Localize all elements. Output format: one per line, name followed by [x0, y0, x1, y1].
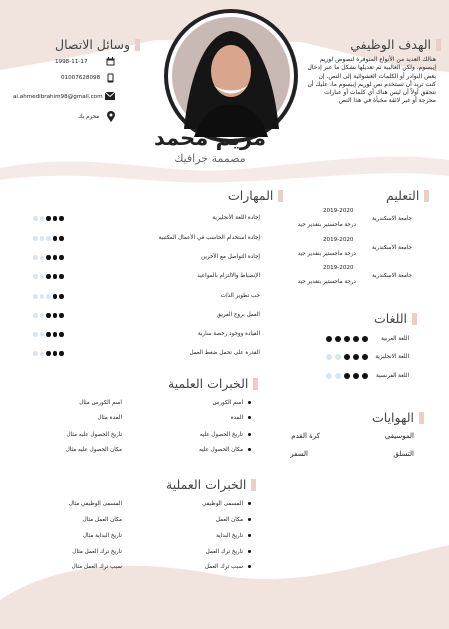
level-dot	[353, 354, 359, 360]
level-dot	[335, 354, 341, 360]
bullet-icon	[248, 550, 251, 553]
person-role: مصممة جرافيك	[174, 152, 246, 165]
level-dot	[40, 216, 45, 221]
objective-title: الهدف الوظيفي	[350, 37, 441, 52]
skill-label: إجادة اللغة الأنجليزية	[212, 215, 260, 221]
level-dot	[46, 274, 51, 279]
level-dot	[344, 354, 350, 360]
education-years: 2019-2020	[323, 237, 354, 243]
work-field-label	[216, 533, 251, 539]
work-field-text: تاريخ ترك العمل	[205, 549, 243, 555]
skills-title: المهارات	[228, 188, 283, 203]
work-field-text: المسمى الوظيفي	[202, 501, 243, 507]
work-field-text: تاريخ البداية	[216, 533, 243, 539]
bullet-icon	[248, 518, 251, 521]
location-pin-icon	[107, 111, 115, 122]
skill-label: القيادة ووجود رخصة سارية	[197, 331, 260, 337]
level-dot	[46, 351, 51, 356]
skill-level-dots	[33, 236, 66, 241]
skill-level-dots	[33, 294, 66, 299]
address-text: محرم بك	[78, 114, 100, 120]
level-dot	[40, 274, 45, 279]
level-dot	[53, 236, 58, 241]
contact-title: وسائل الاتصال	[55, 37, 140, 52]
hobby-item: الموسيقى	[384, 432, 414, 440]
education-degree: درجة ماجستير بتقدير جيد	[297, 222, 356, 228]
hobby-item: التسلق	[393, 450, 414, 458]
email-text: ai.ahmedibrahim98@gmail.com	[13, 94, 103, 100]
section-marker-icon	[278, 190, 283, 202]
avatar-portrait-icon	[164, 9, 298, 143]
course-field-label	[231, 415, 251, 421]
skill-level-dots	[33, 216, 66, 221]
level-dot	[46, 313, 51, 318]
level-dot	[46, 216, 51, 221]
work-field-value: مكان العمل مثال	[82, 517, 122, 523]
level-dot	[40, 332, 45, 337]
section-marker-icon	[436, 39, 441, 51]
hobby-item: السفر	[290, 450, 308, 458]
skill-level-dots	[33, 255, 66, 260]
level-dot	[335, 336, 341, 342]
course-field-value: تاريخ الحصول عليه مثال	[66, 432, 122, 438]
work-field-value: تاريخ ترك العمل مثال	[72, 549, 122, 555]
section-marker-icon	[412, 313, 417, 325]
level-dot	[33, 294, 38, 299]
level-dot	[33, 274, 38, 279]
hobbies-title: الهوايات	[372, 410, 424, 425]
education-school: جامعة الاسكندرية	[371, 216, 412, 222]
phone-icon	[107, 73, 114, 83]
level-dot	[53, 255, 58, 260]
course-field-text: اسم الكورس	[212, 400, 243, 406]
level-dot	[33, 236, 38, 241]
work-field-value: سبب ترك العمل مثال	[71, 564, 122, 570]
objective-text: هنالك العديد من الأنواع المتوفرة لنصوص لوريم إيبسوم، ولكن الغالبية تم تعديلها بشكل ما عبر إدخال بعض النوادر أو الكلمات العشوائية إلى النص. إن كنت تريد أن تستخدم نص لوريم إيبسوم ما، عليك أن تتحقق أولاً أن ليس هناك أي كلمات أو عبارات محرجة أو غير لائقة مخبأة في هذا النص	[307, 56, 436, 105]
level-dot	[353, 336, 359, 342]
skill-label: إجادة استخدام الحاسب في الأعمال المكتبية	[158, 235, 260, 241]
email-icon	[105, 92, 115, 100]
section-marker-icon	[251, 479, 256, 491]
education-degree: درجة ماجستير بتقدير جيد	[297, 279, 356, 285]
language-label: اللغة الانجليزية	[375, 354, 409, 360]
bullet-icon	[248, 401, 251, 404]
level-dot	[46, 236, 51, 241]
skill-level-dots	[33, 274, 66, 279]
level-dot	[59, 351, 64, 356]
course-field-label	[212, 400, 251, 406]
education-degree: درجة ماجستير بتقدير جيد	[297, 251, 356, 257]
level-dot	[53, 294, 58, 299]
course-field-text: مكان الحصول عليه	[198, 447, 243, 453]
work-field-value: المسمى الوظيفي مثال	[68, 501, 122, 507]
level-dot	[40, 255, 45, 260]
level-dot	[335, 373, 341, 379]
birthdate-text: 1998-11-17	[55, 59, 88, 65]
section-marker-icon	[253, 378, 258, 390]
education-school: جامعة الاسكندرية	[371, 245, 412, 251]
level-dot	[53, 313, 58, 318]
language-level-dots	[326, 354, 371, 360]
work-field-label	[206, 549, 251, 555]
avatar	[164, 9, 298, 143]
level-dot	[40, 351, 45, 356]
level-dot	[326, 373, 332, 379]
level-dot	[59, 313, 64, 318]
level-dot	[59, 294, 64, 299]
level-dot	[59, 274, 64, 279]
level-dot	[46, 255, 51, 260]
level-dot	[59, 255, 64, 260]
course-field-text: تاريخ الحصول عليه	[199, 432, 243, 438]
education-school: جامعة الاسكندرية	[371, 273, 412, 279]
skill-label: حب تطوير الذات	[220, 293, 260, 299]
calendar-icon	[106, 57, 115, 66]
course-field-label	[199, 447, 251, 453]
level-dot	[53, 274, 58, 279]
work-field-label	[216, 517, 251, 523]
level-dot	[326, 336, 332, 342]
section-marker-icon	[135, 39, 140, 51]
level-dot	[344, 336, 350, 342]
level-dot	[59, 216, 64, 221]
level-dot	[326, 354, 332, 360]
work-field-label	[202, 501, 251, 507]
section-marker-icon	[424, 190, 429, 202]
level-dot	[40, 294, 45, 299]
course-field-value: اسم الكورس مثال	[79, 400, 122, 406]
work-title: الخبرات العملية	[166, 477, 256, 492]
section-marker-icon	[419, 412, 424, 424]
work-field-text: سبب ترك العمل	[204, 564, 243, 570]
level-dot	[353, 373, 359, 379]
level-dot	[362, 336, 368, 342]
bullet-icon	[248, 433, 251, 436]
bullet-icon	[248, 416, 251, 419]
level-dot	[33, 216, 38, 221]
level-dot	[33, 351, 38, 356]
languages-title: اللغات	[374, 311, 417, 326]
level-dot	[46, 332, 51, 337]
level-dot	[33, 332, 38, 337]
level-dot	[40, 313, 45, 318]
language-label: اللغة الفرنسية	[376, 373, 409, 379]
education-title: التعليم	[386, 188, 429, 203]
level-dot	[362, 373, 368, 379]
level-dot	[59, 236, 64, 241]
skill-label: إجادة التواصل مع الآخرين	[201, 254, 260, 260]
hobby-item: كرة القدم	[291, 432, 320, 440]
education-years: 2019-2020	[323, 208, 354, 214]
skill-level-dots	[33, 313, 66, 318]
skill-label: الإنضباط والالتزام بالمواعيد	[197, 273, 260, 279]
work-field-value: تاريخ البداية مثال	[82, 533, 122, 539]
courses-title: الخبرات العلمية	[168, 376, 258, 391]
bullet-icon	[248, 565, 251, 568]
skill-level-dots	[33, 332, 66, 337]
level-dot	[53, 351, 58, 356]
skill-level-dots	[33, 351, 66, 356]
level-dot	[59, 332, 64, 337]
course-field-label	[200, 432, 251, 438]
education-years: 2019-2020	[323, 265, 354, 271]
work-field-text: مكان العمل	[215, 517, 243, 523]
course-field-value: مكان الحصول عليه مثال	[65, 447, 122, 453]
level-dot	[33, 255, 38, 260]
level-dot	[53, 332, 58, 337]
level-dot	[40, 236, 45, 241]
course-field-value: المدة مثال	[97, 415, 122, 421]
bullet-icon	[248, 448, 251, 451]
skill-label: القدرة على تحمل ضغط العمل	[189, 350, 260, 356]
bullet-icon	[248, 534, 251, 537]
level-dot	[344, 373, 350, 379]
language-level-dots	[326, 373, 371, 379]
bullet-icon	[248, 502, 251, 505]
level-dot	[53, 216, 58, 221]
level-dot	[362, 354, 368, 360]
level-dot	[46, 294, 51, 299]
language-label: اللغة العربية	[381, 336, 409, 342]
phone-text: 01007628098	[61, 75, 101, 81]
work-field-label	[205, 564, 251, 570]
level-dot	[33, 313, 38, 318]
person-name: مريم محمد	[153, 126, 267, 150]
course-field-text: المدة	[230, 415, 243, 421]
skill-label: العمل بروح الفريق	[216, 312, 260, 318]
language-level-dots	[326, 336, 371, 342]
